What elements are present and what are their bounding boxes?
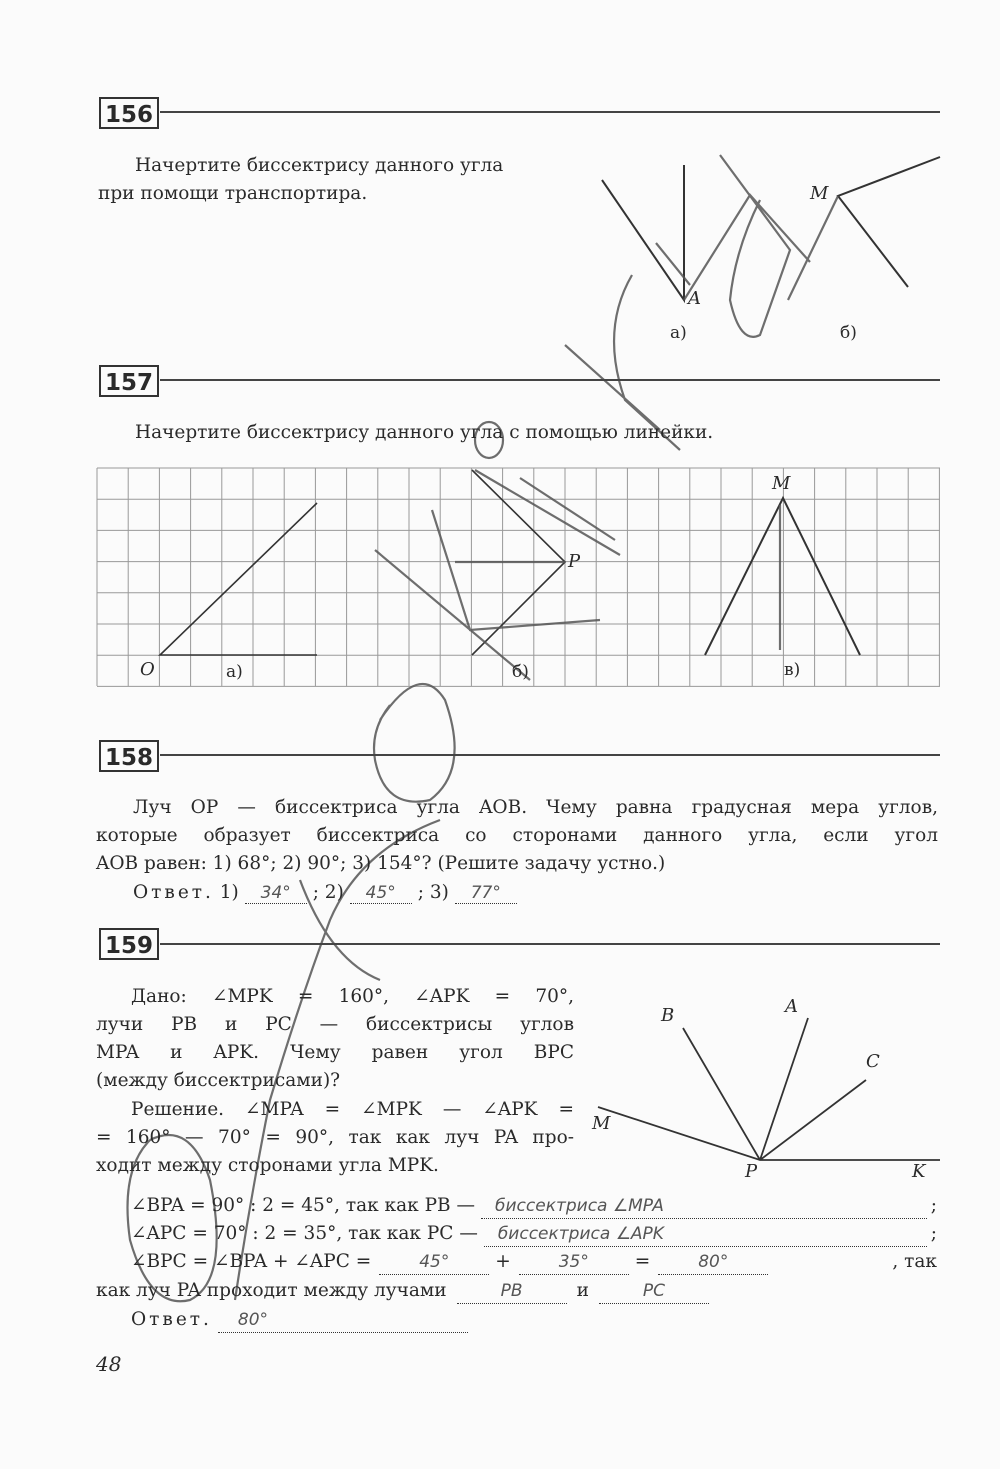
task-159-text: ходит между сторонами угла MPK. xyxy=(96,1155,439,1176)
label-a: а) xyxy=(226,662,243,682)
task-157-text: Начертите биссектрису данного угла с помощью линейки. xyxy=(135,422,714,443)
label-M: M xyxy=(810,183,829,204)
label-a: а) xyxy=(670,323,687,343)
fill-ray-2[interactable]: PC xyxy=(599,1279,709,1304)
answer-part: 1) xyxy=(219,882,245,903)
task-158-text: которые образует биссектриса со сторонами данного угла, если угол xyxy=(96,825,938,846)
fill-v3[interactable]: 80° xyxy=(658,1250,768,1275)
answer-field[interactable]: 80° xyxy=(218,1308,468,1333)
task-156-text: при помощи транспортира. xyxy=(98,183,368,204)
answer-label: Ответ. xyxy=(133,882,214,903)
divider xyxy=(160,754,940,756)
angle-156b xyxy=(838,157,940,287)
task-158-text: Луч OP — биссектриса угла AOB. Чему равна градусная мера углов, xyxy=(133,797,938,818)
fill-pb[interactable]: биссектриса ∠MPA xyxy=(481,1194,927,1219)
text-i: и xyxy=(576,1280,589,1301)
task-number-157: 157 xyxy=(99,365,159,397)
task-159-text: Дано: ∠MPK = 160°, ∠APK = 70°, xyxy=(131,986,574,1007)
page-number: 48 xyxy=(96,1352,122,1376)
fill-v1[interactable]: 45° xyxy=(379,1250,489,1275)
task-number-158: 158 xyxy=(99,740,159,772)
label-A: A xyxy=(785,996,798,1017)
step-text: ∠BPC = ∠BPA + ∠APC = xyxy=(131,1251,372,1272)
label-v: в) xyxy=(784,660,801,680)
task-number-156: 156 xyxy=(99,97,159,129)
step-4 xyxy=(96,1279,709,1310)
task-159-answer xyxy=(131,1308,468,1339)
label-M: M xyxy=(592,1113,611,1134)
step-text: ∠APC = 70° : 2 = 35°, так как PC — xyxy=(131,1223,478,1244)
label-b: б) xyxy=(840,323,857,343)
step-3: ∠BPC = ∠BPA + ∠APC = 45° + 35° = 80° , так xyxy=(131,1250,937,1281)
answer-label: Ответ. xyxy=(131,1309,212,1330)
task-159-text: Решение. ∠MPA = ∠MPK — ∠APK = xyxy=(131,1099,574,1120)
fill-pc[interactable]: биссектриса ∠APK xyxy=(484,1222,927,1247)
task-158-answer xyxy=(133,881,517,905)
fill-v2[interactable]: 35° xyxy=(519,1250,629,1275)
task-156-text: Начертите биссектрису данного угла xyxy=(135,155,504,176)
label-C: C xyxy=(866,1051,880,1072)
step-text: ∠BPA = 90° : 2 = 45°, так как PB — xyxy=(131,1195,476,1216)
text-tak: , так xyxy=(892,1251,937,1272)
angles-159 xyxy=(598,1018,940,1160)
task-159-text: лучи PB и PC — биссектрисы углов xyxy=(96,1014,574,1035)
label-B: B xyxy=(661,1005,675,1026)
task-159-text: = 160° — 70° = 90°, так как луч PA про- xyxy=(96,1127,574,1148)
label-P: P xyxy=(745,1161,758,1182)
label-M: M xyxy=(772,473,791,494)
label-K: K xyxy=(912,1161,926,1182)
answer-field-1[interactable]: 34° xyxy=(245,883,307,904)
answer-part: ; 2) xyxy=(312,882,350,903)
graph-grid xyxy=(97,468,940,686)
label-O: O xyxy=(140,659,155,680)
task-158-text: AOB равен: 1) 68°; 2) 90°; 3) 154°? (Решите задачу устно.) xyxy=(96,853,666,874)
answer-field-2[interactable]: 45° xyxy=(350,883,412,904)
step-1: ∠BPA = 90° : 2 = 45°, так как PB — биссектриса ∠MPA ; xyxy=(131,1194,937,1225)
angle-156a xyxy=(602,165,684,300)
divider xyxy=(160,111,940,113)
task-number-159: 159 xyxy=(99,928,159,960)
step-2: ∠APC = 70° : 2 = 35°, так как PC — биссектриса ∠APK ; xyxy=(131,1222,937,1253)
label-P: P xyxy=(568,551,581,572)
step-text: как луч PA проходит между лучами xyxy=(96,1280,447,1301)
divider xyxy=(160,379,940,381)
fill-ray-1[interactable]: PB xyxy=(457,1279,567,1304)
answer-field-3[interactable]: 77° xyxy=(455,883,517,904)
angle-157c xyxy=(705,498,860,655)
label-b: б) xyxy=(512,662,529,682)
task-159-text: (между биссектрисами)? xyxy=(96,1070,341,1091)
angle-157a xyxy=(160,503,317,655)
task-159-text: MPA и APK. Чему равен угол BPC xyxy=(96,1042,574,1063)
divider xyxy=(160,943,940,945)
answer-part: ; 3) xyxy=(417,882,455,903)
label-A: A xyxy=(688,288,701,309)
